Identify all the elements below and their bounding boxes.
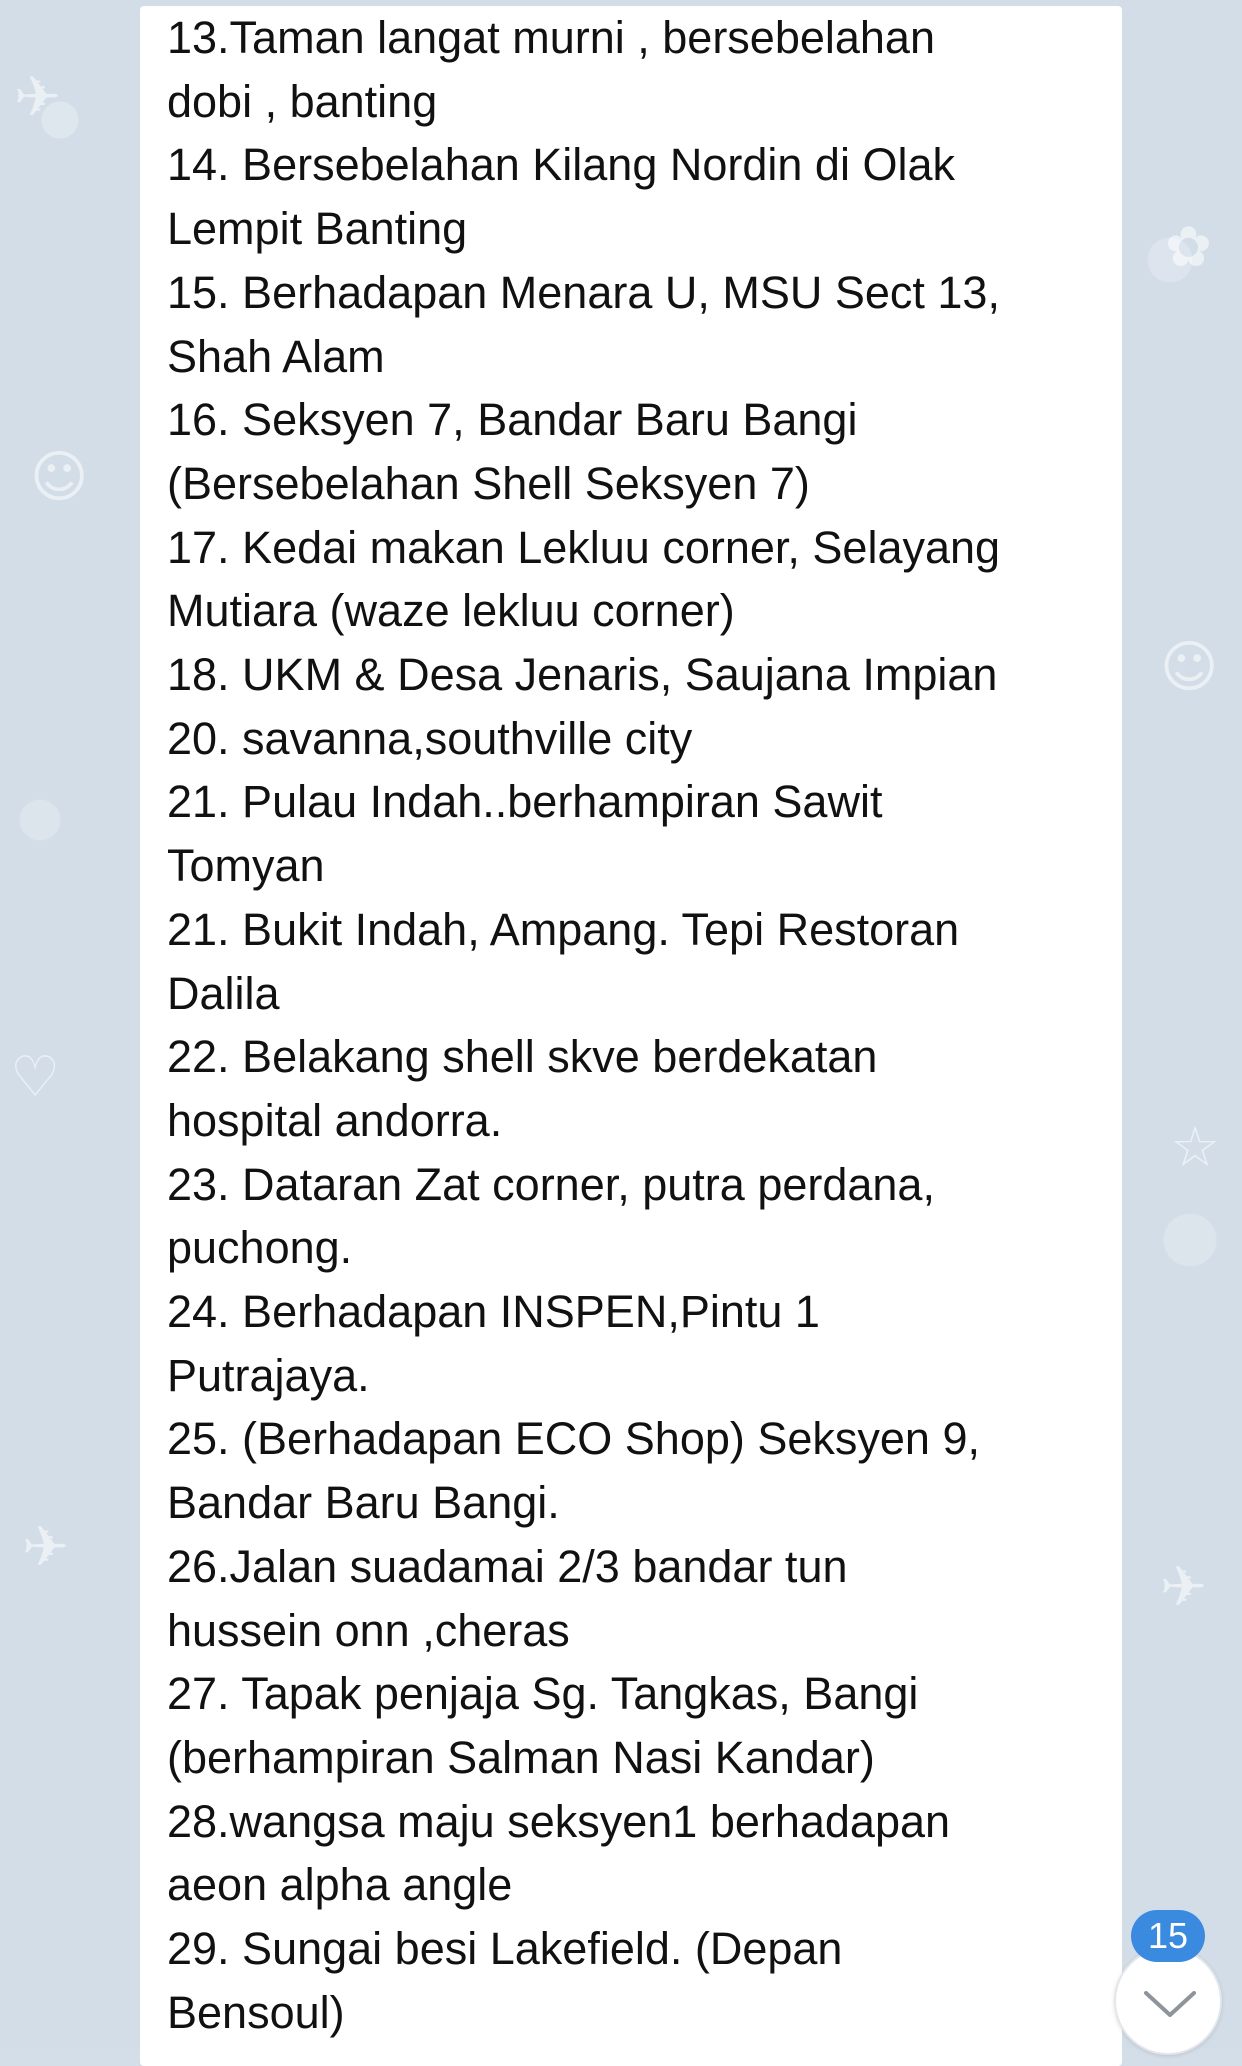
message-line: Shah Alam — [167, 330, 385, 382]
message-line: 21. Bukit Indah, Ampang. Tepi Restoran — [167, 903, 960, 955]
message-line: Dalila — [167, 967, 280, 1019]
message-line: hussein onn ,cheras — [167, 1604, 570, 1656]
message-line: 27. Tapak penjaja Sg. Tangkas, Bangi — [167, 1668, 919, 1720]
message-line: 29. Sungai besi Lakefield. (Depan — [167, 1923, 843, 1975]
message-line: hospital andorra. — [167, 1094, 503, 1146]
message-line: Tomyan — [167, 840, 325, 892]
message-line: 21. Pulau Indah..berhampiran Sawit — [167, 776, 883, 828]
message-line: Bandar Baru Bangi. — [167, 1477, 560, 1529]
message-line: 17. Kedai makan Lekluu corner, Selayang — [167, 521, 1001, 573]
message-line: 14. Bersebelahan Kilang Nordin di Olak — [167, 139, 955, 191]
message-line: 26.Jalan suadamai 2/3 bandar tun — [167, 1540, 848, 1592]
message-text — [167, 6, 1082, 2045]
message-line: Mutiara (waze lekluu corner) — [167, 585, 735, 637]
message-line: 15. Berhadapan Menara U, MSU Sect 13, — [167, 266, 1000, 318]
paper-plane-icon: ✈ — [14, 65, 61, 130]
star-icon: ☆ — [1170, 1115, 1221, 1180]
message-line: puchong. — [167, 1222, 353, 1274]
message-line: 16. Seksyen 7, Bandar Baru Bangi — [167, 394, 858, 446]
message-line: 18. UKM & Desa Jenaris, Saujana Impian — [167, 649, 998, 701]
message-line: (Bersebelahan Shell Seksyen 7) — [167, 457, 810, 509]
message-line: Putrajaya. — [167, 1349, 370, 1401]
cat-icon: ☺ — [1160, 635, 1219, 700]
paw-icon: ✿ — [1165, 215, 1212, 280]
chevron-down-icon — [1142, 1977, 1198, 2033]
message-line: Bensoul) — [167, 1986, 345, 2038]
message-line: 20. savanna,southville city — [167, 712, 693, 764]
heart-icon: ♡ — [10, 1045, 61, 1110]
message-line: aeon alpha angle — [167, 1859, 513, 1911]
message-line: (berhampiran Salman Nasi Kandar) — [167, 1731, 875, 1783]
message-line: 28.wangsa maju seksyen1 berhadapan — [167, 1795, 951, 1847]
message-line: 25. (Berhadapan ECO Shop) Seksyen 9, — [167, 1413, 980, 1465]
message-line: dobi , banting — [167, 75, 438, 127]
paper-plane-icon: ✈ — [1160, 1555, 1207, 1620]
cat-icon: ☺ — [30, 445, 89, 510]
message-line: 23. Dataran Zat corner, putra perdana, — [167, 1158, 935, 1210]
message-line: Lempit Banting — [167, 203, 468, 255]
unread-count-badge: 15 — [1131, 1910, 1205, 1962]
message-line: 13.Taman langat murni , bersebelahan — [167, 12, 935, 63]
paper-plane-icon: ✈ — [22, 1515, 69, 1580]
message-line: 22. Belakang shell skve berdekatan — [167, 1031, 878, 1083]
message-bubble[interactable] — [140, 6, 1122, 2066]
message-line: 24. Berhadapan INSPEN,Pintu 1 — [167, 1286, 820, 1338]
scroll-down-button[interactable] — [1114, 1947, 1222, 2055]
